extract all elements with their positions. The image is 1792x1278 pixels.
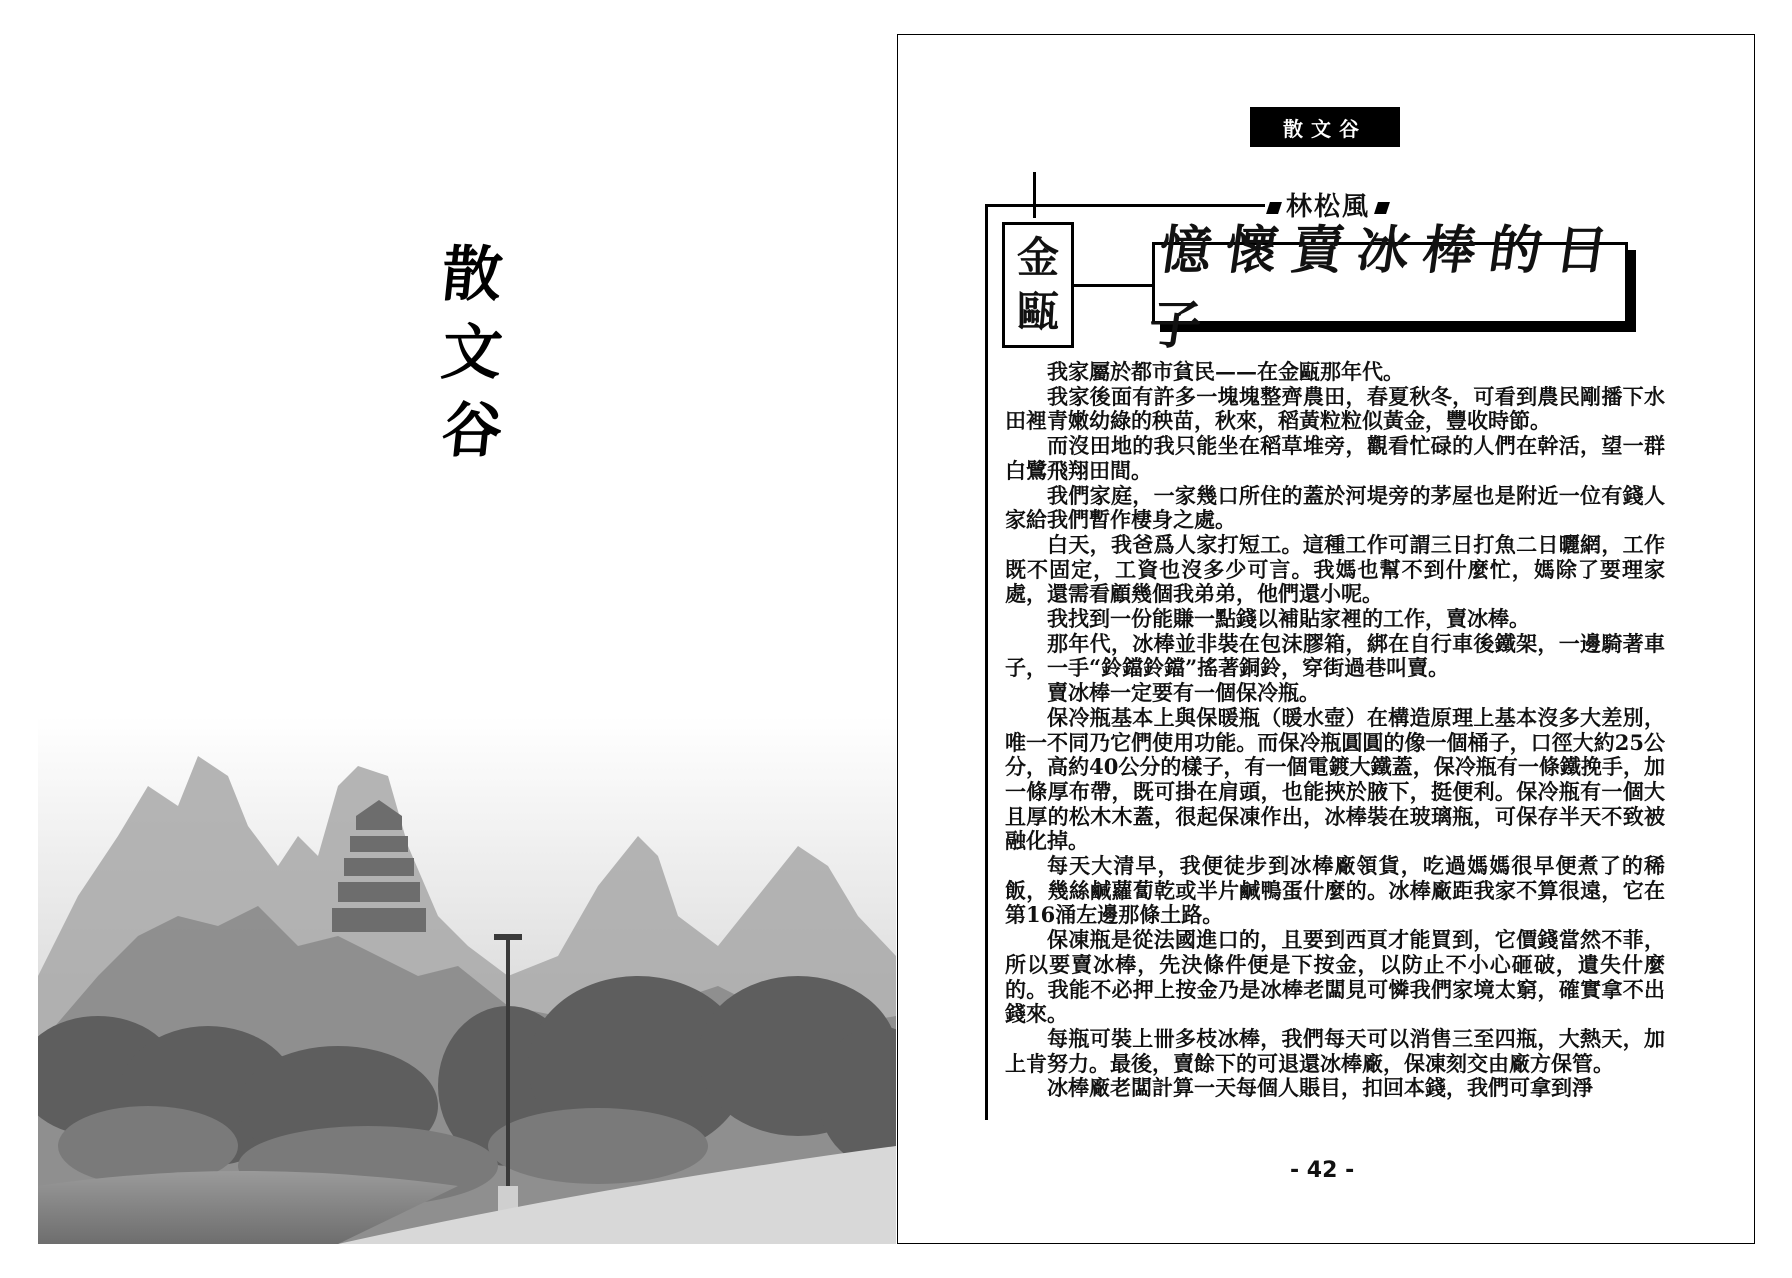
decorative-rule-vertical — [985, 205, 988, 1120]
author-name: 林松風 — [1286, 192, 1371, 222]
paragraph: 每天大清早，我便徒步到冰棒廠領貨，吃過媽媽很早便煮了的稀飯，幾絲鹹蘿蔔乾或半片鹹鴨蛋什麼的。冰棒廠距我家不算很遠，它在第16涌左邊那條土路。 — [1005, 853, 1665, 928]
paragraph: 保冷瓶基本上與保暖瓶（暖水壺）在構造原理上基本沒多大差別，唯一不同乃它們使用功能。而保冷瓶圓圓的像一個桶子，口徑大約25公分，高約40公分的樣子，有一個電鍍大鐵蓋，保冷瓶有一條鐵挽手，加一條厚布帶，既可掛在肩頭，也能挾於腋下，挺便利。保冷瓶有一個大且厚的松木木蓋，很起保凍作出，冰棒裝在玻璃瓶，可保存半天不致被融化掉。 — [1005, 704, 1665, 854]
region-label-box — [1002, 222, 1074, 348]
article-body — [1005, 360, 1665, 1101]
vertical-section-title — [432, 240, 512, 466]
region-connector-line — [1074, 284, 1156, 287]
region-char-1: 金 — [1016, 233, 1059, 282]
vertical-title-char-1: 散 — [438, 240, 506, 310]
page-number: - 42 - — [1290, 1158, 1355, 1183]
paragraph: 那年代，冰棒並非裝在包沫膠箱，綁在自行車後鐵架，一邊騎著車子，一手“鈴鐺鈴鐺”搖著銅鈴，穿街過巷叫賣。 — [1005, 630, 1665, 681]
paragraph: 冰棒廠老闆計算一天每個人賬目，扣回本錢，我們可拿到淨 — [1047, 1075, 1593, 1101]
paragraph: 我家屬於都市貧民——在金甌那年代。 — [1047, 359, 1404, 384]
paragraph: 我們家庭，一家幾口所住的蓋於河堤旁的茅屋也是附近一位有錢人家給我們暫作棲身之處。 — [1005, 482, 1665, 533]
paragraph: 我家後面有許多一塊塊整齊農田，春夏秋冬，可看到農民剛播下水田裡青嫩幼綠的秧苗，秋來，稻黃粒粒似黃金，豐收時節。 — [1005, 383, 1665, 434]
vertical-title-char-3: 谷 — [438, 396, 506, 466]
paragraph: 白天，我爸爲人家打短工。這種工作可謂三日打魚二日曬網，工作既不固定，工資也沒多少可言。我媽也幫不到什麼忙，媽除了要理家處，還需看顧幾個我弟弟，他們還小呢。 — [1005, 531, 1665, 607]
section-tag: 散文谷 — [1250, 107, 1400, 147]
vertical-title-char-2: 文 — [438, 318, 506, 388]
decorative-rule-vertical-short — [1033, 172, 1036, 218]
article-title-box — [1144, 220, 1628, 356]
paragraph: 我找到一份能賺一點錢以補貼家裡的工作，賣冰棒。 — [1047, 606, 1530, 632]
landscape-photo — [38, 716, 896, 1244]
paragraph: 而沒田地的我只能坐在稻草堆旁，觀看忙碌的人們在幹活，望一群白鷺飛翔田間。 — [1005, 433, 1665, 483]
article-title: 憶懷賣冰棒的日子 — [1144, 220, 1626, 356]
paragraph: 賣冰棒一定要有一個保冷瓶。 — [1047, 680, 1320, 706]
region-char-2: 甌 — [1016, 287, 1059, 336]
paragraph: 保凍瓶是從法國進口的，且要到西頁才能買到，它價錢當然不菲，所以要賣冰棒，先決條件便是下按金，以防止不小心砸破，遺失什麼的。我能不必押上按金乃是冰棒老闆見可憐我們家境太窮，確實拿不出錢來。 — [1005, 927, 1665, 1027]
decorative-rule-horizontal — [985, 204, 1265, 207]
paragraph: 每瓶可裝上卌多枝冰棒，我們每天可以消售三至四瓶，大熱天，加上肯努力。最後，賣餘下的可退還冰棒廠，保凍刻交由廠方保管。 — [1005, 1025, 1665, 1076]
